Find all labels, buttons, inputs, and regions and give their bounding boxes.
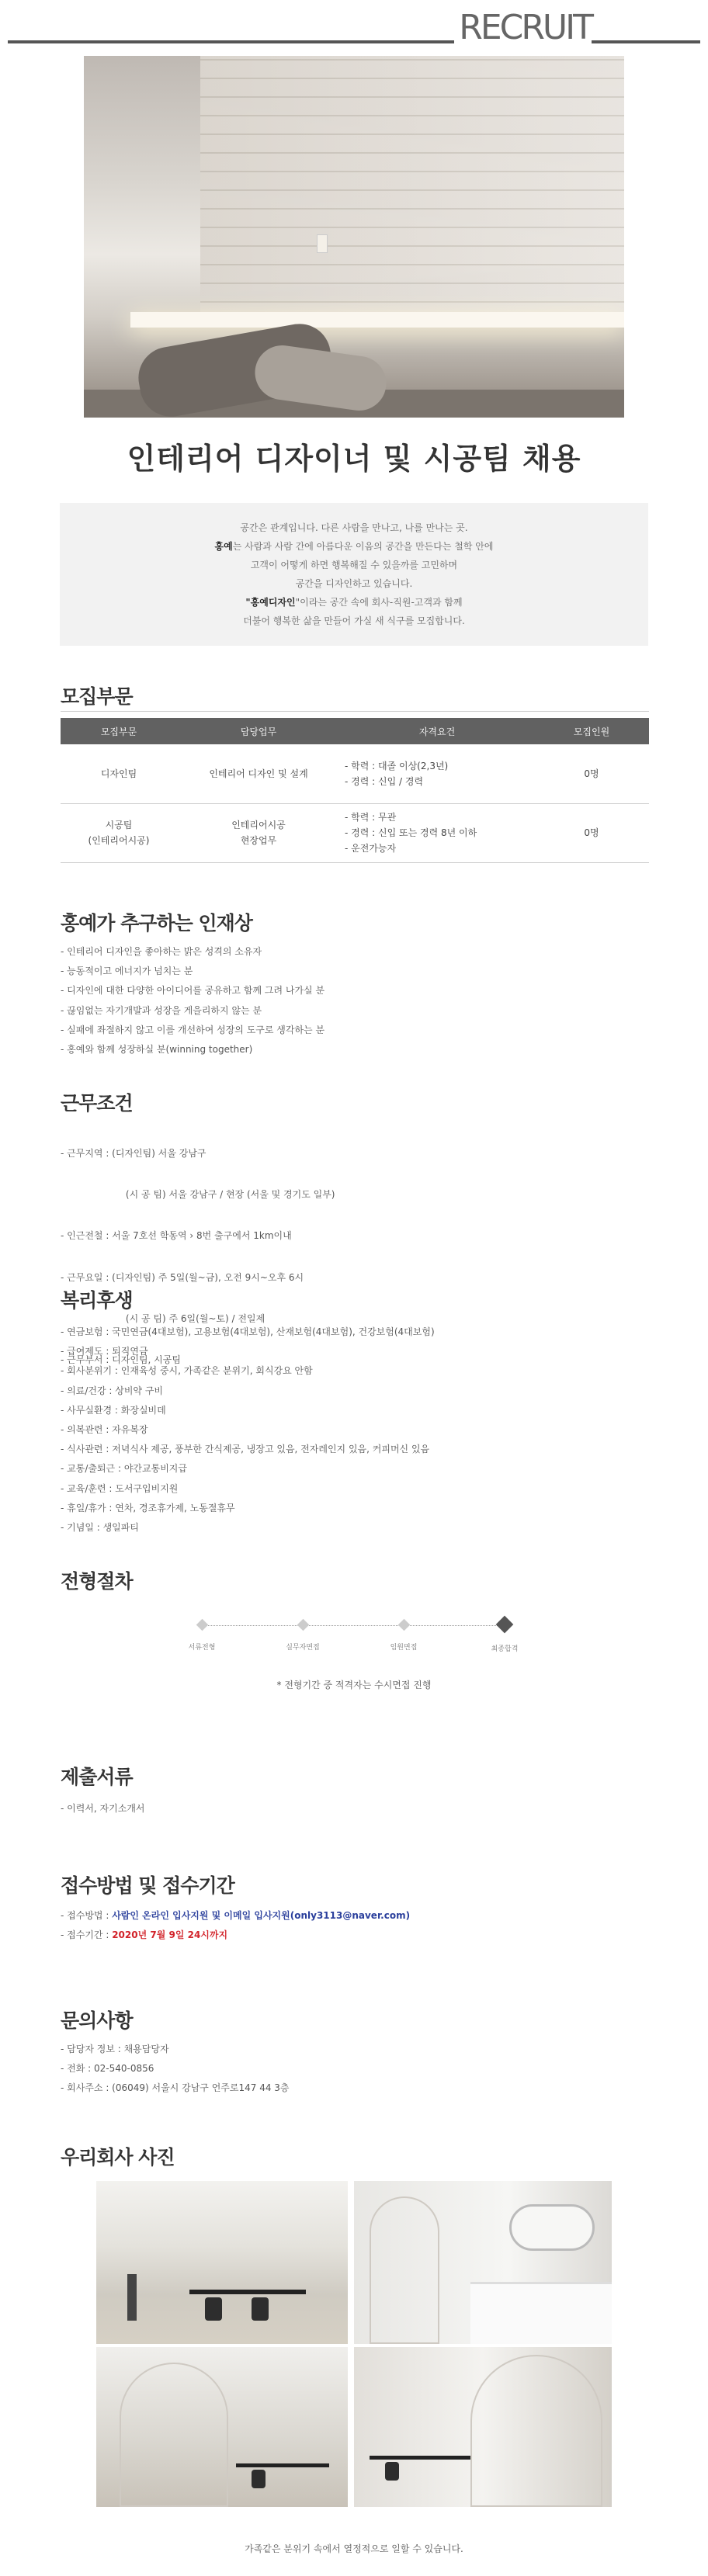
list-item: - 끊임없는 자기개발과 성장을 게을리하지 않는 분 (61, 1004, 262, 1016)
table-header-row (61, 718, 649, 744)
recruit-table (61, 718, 649, 863)
intro-line: 더불어 행복한 삶을 만들어 가실 새 식구를 모집합니다. (243, 615, 465, 626)
process-step: 임원면접 (369, 1614, 439, 1652)
office-photo (96, 2181, 348, 2344)
intro-line: "홍예디자인"이라는 공간 속에 회사-직원-고객과 함께 (245, 597, 463, 608)
office-photo (354, 2347, 612, 2507)
welfare-list (61, 1323, 435, 1538)
list-item: - 기념일 : 생일파티 (61, 1521, 139, 1533)
section-title-talent: 홍예가 추구하는 인재상 (61, 912, 252, 934)
table-header-cell: 담당업무 (177, 718, 340, 744)
header-rule (8, 40, 700, 43)
process-track (200, 1625, 510, 1626)
table-header-cell: 모집인원 (534, 718, 649, 744)
intro-line: 고객이 어떻게 하면 행복해질 수 있을까를 고민하며 (250, 560, 458, 570)
page-title: RECRUIT (454, 11, 592, 45)
list-item: - 교통/출퇴근 : 야간교통비지급 (61, 1463, 187, 1475)
table-header-cell: 자격요건 (340, 718, 534, 744)
process-step-final: 최종합격 (470, 1614, 540, 1653)
section-title-apply: 접수방법 및 접수기간 (61, 1874, 234, 1897)
list-item: - 근무지역 : (디자인팀) 서울 강남구 (61, 1148, 206, 1159)
hero-image (84, 56, 624, 418)
list-item: (시 공 팀) 주 6일(월~토) / 전일제 (61, 1312, 266, 1324)
task-cell: 인테리어시공 현장업무 (177, 803, 340, 862)
list-item: - 홍예와 함께 성장하실 분(winning together) (61, 1043, 253, 1055)
list-item: - 이력서, 자기소개서 (61, 1803, 145, 1814)
talent-list (61, 942, 324, 1059)
process-step: 실무자면접 (268, 1614, 338, 1652)
intro-brand-quote: "홍예디자인 (245, 597, 296, 608)
list-item: - 회사분위기 : 인재육성 중시, 가족같은 분위기, 회식강요 안함 (61, 1365, 313, 1377)
list-item: - 디자인에 대한 다양한 아이디어를 공유하고 함께 그려 나가실 분 (61, 985, 325, 997)
list-item: - 연금보험 : 국민연금(4대보험), 고용보험(4대보험), 산재보험(4대보험), 건강보험(4대보험) (61, 1326, 435, 1337)
list-item: - 사무실환경 : 화장실비데 (61, 1404, 166, 1416)
task-cell: 인테리어 디자인 및 설계 (177, 744, 340, 803)
brick-wall (200, 56, 624, 320)
count-cell: 0명 (534, 744, 649, 803)
wall-lamp (317, 234, 328, 253)
list-item: - 근무요일 : (디자인팀) 주 5일(월~금), 오전 9시~오후 6시 (61, 1271, 304, 1283)
list-item: - 급여제도 : 퇴직연금 (61, 1346, 148, 1357)
intro-line: 공간을 디자인하고 있습니다. (295, 578, 413, 589)
list-item: - 회사주소 : (06049) 서울시 강남구 언주로147 44 3층 (61, 2082, 290, 2094)
list-item: - 접수방법 : 사람인 온라인 입사지원 및 이메일 입사지원(only3113@naver.com) (61, 1910, 411, 1921)
intro-line: 홍예는 사람과 사람 간에 아름다운 이음의 공간을 만든다는 철학 안에 (214, 541, 494, 552)
apply-list (61, 1906, 410, 1945)
step-diamond-icon (496, 1616, 514, 1634)
intro-box (60, 503, 648, 646)
job-title: 인테리어 디자이너 및 시공팀 채용 (127, 442, 581, 476)
lit-ledge (130, 312, 624, 328)
section-title-work: 근무조건 (61, 1092, 133, 1115)
section-title-recruit: 모집부문 (61, 685, 133, 708)
process-note: * 전형기간 중 적격자는 수시면접 진행 (276, 1680, 432, 1690)
step-diamond-icon (196, 1619, 208, 1631)
list-item: - 능동적이고 에너지가 넘치는 분 (61, 966, 193, 977)
section-title-contact: 문의사항 (61, 2009, 133, 2032)
process-step: 서류전형 (167, 1614, 237, 1652)
section-title-welfare: 복리후생 (61, 1289, 133, 1312)
requirements-cell: - 학력 : 무관 - 경력 : 신입 또는 경력 8년 이하 - 운전가능자 (340, 803, 534, 862)
list-item: - 접수기간 : 2020년 7월 9일 24시까지 (61, 1929, 228, 1941)
table-row (61, 744, 649, 803)
list-item: - 휴일/휴가 : 연차, 경조휴가제, 노동절휴무 (61, 1502, 235, 1513)
list-item: - 인테리어 디자인을 좋아하는 밝은 성격의 소유자 (61, 946, 262, 957)
list-item: - 식사관련 : 저녁식사 제공, 풍부한 간식제공, 냉장고 있음, 전자레인지 있음, 커피머신 있음 (61, 1444, 430, 1455)
apply-method: 사람인 온라인 입사지원 및 이메일 입사지원(only3113@naver.com) (112, 1910, 411, 1921)
intro-line: 공간은 관계입니다. 다른 사람을 만나고, 나를 만나는 곳. (240, 522, 468, 533)
table-row (61, 803, 649, 862)
intro-brand: 홍예 (214, 541, 233, 552)
contact-list (61, 2040, 290, 2099)
apply-deadline: 2020년 7월 9일 24시까지 (112, 1929, 228, 1941)
section-title-process: 전형절차 (61, 1570, 133, 1593)
office-photo-grid (96, 2181, 612, 2507)
section-title-gallery: 우리회사 사진 (61, 2146, 175, 2169)
list-item: - 담당자 정보 : 채용담당자 (61, 2044, 169, 2054)
table-header-cell: 모집부문 (61, 718, 177, 744)
list-item: - 근무부서 : 디자인팀, 시공팀 (61, 1354, 181, 1365)
list-item: - 의료/건강 : 상비약 구비 (61, 1385, 164, 1396)
step-diamond-icon (297, 1619, 309, 1631)
list-item: (시 공 팀) 서울 강남구 / 현장 (서울 및 경기도 일부) (61, 1189, 335, 1201)
office-photo (96, 2347, 348, 2507)
office-photo (354, 2181, 612, 2344)
section-title-documents: 제출서류 (61, 1766, 133, 1788)
gallery-caption: 가족같은 분위기 속에서 열정적으로 일할 수 있습니다. (245, 2543, 463, 2554)
step-diamond-icon (397, 1619, 410, 1631)
list-item: - 교육/훈련 : 도서구입비지원 (61, 1482, 179, 1494)
documents-list (61, 1799, 145, 1818)
requirements-cell: - 학력 : 대졸 이상(2,3년) - 경력 : 신입 / 경력 (340, 744, 534, 803)
count-cell: 0명 (534, 803, 649, 862)
process-steps (167, 1614, 540, 1661)
dept-cell: 시공팀 (인테리어시공) (61, 803, 177, 862)
list-item: - 전화 : 02-540-0856 (61, 2063, 154, 2075)
list-item: - 인근전철 : 서울 7호선 학동역 › 8번 출구에서 1km이내 (61, 1230, 292, 1242)
page-header (0, 0, 708, 54)
list-item: - 의복관련 : 자유복장 (61, 1423, 148, 1435)
dept-cell: 디자인팀 (61, 744, 177, 803)
list-item: - 실패에 좌절하지 않고 이를 개선하여 성장의 도구로 생각하는 분 (61, 1024, 325, 1035)
section-divider (61, 711, 649, 712)
